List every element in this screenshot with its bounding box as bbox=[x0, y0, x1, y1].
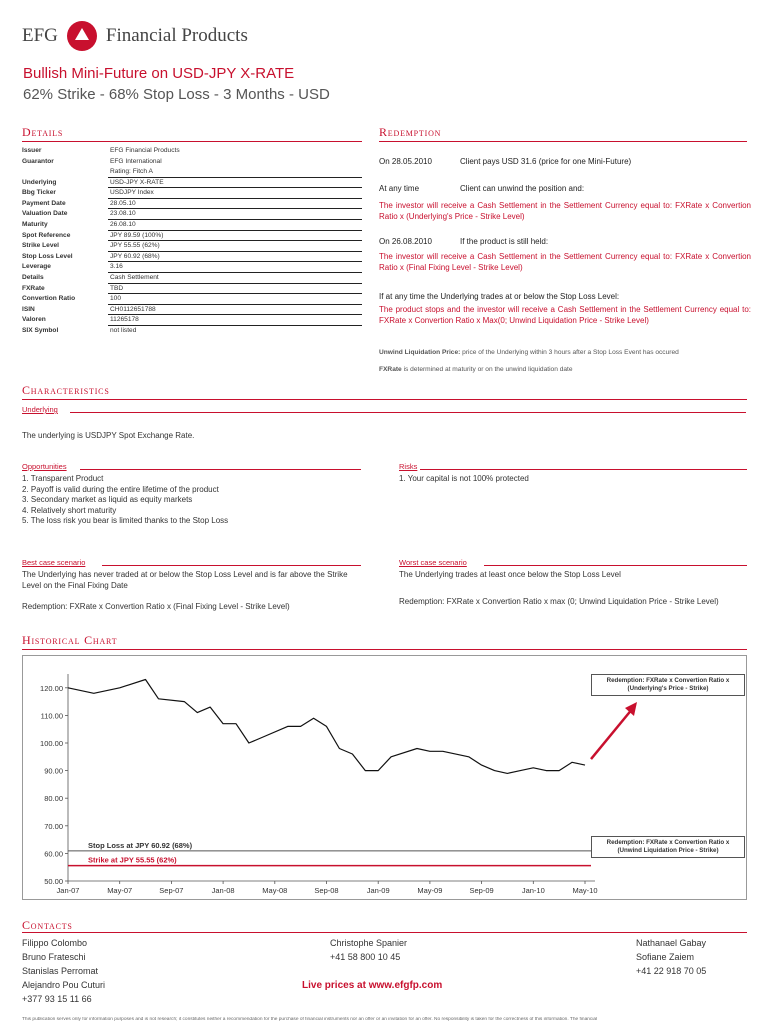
details-label: FXRate bbox=[22, 284, 45, 292]
opportunities-rule bbox=[80, 469, 361, 470]
details-label: Convertion Ratio bbox=[22, 295, 76, 303]
details-row bbox=[22, 146, 362, 157]
x-tick-label: Sep-09 bbox=[469, 886, 494, 895]
redemption-para-unwind: The investor will receive a Cash Settlement in the Settlement Currency equal to: FXRate x Convertion Ratio x (Underlying's Price - Strike Level) bbox=[379, 201, 751, 221]
x-tick-label: Jan-09 bbox=[366, 886, 390, 895]
contact-line: Bruno Frateschi bbox=[22, 952, 86, 962]
details-label: Guarantor bbox=[22, 157, 54, 165]
best-case-label: Best case scenario bbox=[22, 558, 86, 567]
payment-text: Client pays USD 31.6 (price for one Mini-Future) bbox=[460, 157, 632, 166]
details-table bbox=[22, 146, 362, 337]
contact-line: Sofiane Zaiem bbox=[636, 952, 695, 962]
historical-chart bbox=[22, 655, 747, 900]
details-value: 28.05.10 bbox=[108, 199, 362, 210]
details-value: JPY 60.92 (68%) bbox=[108, 252, 362, 263]
contacts-col3 bbox=[636, 936, 706, 978]
contacts-heading: Contacts bbox=[22, 918, 73, 932]
strike-label: Strike at JPY 55.55 (62%) bbox=[88, 855, 177, 865]
note-fxrate-label: FXRate bbox=[379, 366, 402, 373]
details-row bbox=[22, 284, 362, 295]
details-value: JPY 89.59 (100%) bbox=[108, 231, 362, 242]
x-tick-label: May-08 bbox=[262, 886, 288, 895]
opportunity-item: 2. Payoff is valid during the entire lifetime of the product bbox=[22, 484, 219, 494]
annotation-bottom: Redemption: FXRate x Convertion Ratio x (Unwind Liquidation Price - Strike) bbox=[591, 836, 745, 858]
redemption-para-stoploss: The product stops and the investor will receive a Cash Settlement in the Settlement Currency equal to: FXRate x Convertion Ratio x Max(0; Unwind Liquidation Price - Strike Level) bbox=[379, 305, 751, 325]
details-row bbox=[22, 273, 362, 284]
worst-case-rule bbox=[484, 565, 747, 566]
brand-left: EFG bbox=[22, 25, 58, 46]
details-label: Strike Level bbox=[22, 242, 60, 250]
opportunity-item: 3. Secondary market as liquid as equity markets bbox=[22, 495, 193, 505]
details-row bbox=[22, 262, 362, 273]
annotation-top: Redemption: FXRate x Convertion Ratio x (Underlying's Price - Strike) bbox=[591, 674, 745, 696]
price-series-line bbox=[68, 680, 585, 774]
characteristics-rule bbox=[22, 399, 747, 400]
details-label: Issuer bbox=[22, 147, 42, 154]
note-unwind bbox=[379, 349, 679, 356]
details-label: Details bbox=[22, 273, 44, 281]
anytime-text: At any time bbox=[379, 184, 420, 193]
details-row bbox=[22, 326, 362, 337]
brand-right: Financial Products bbox=[105, 25, 248, 46]
opportunity-item: 4. Relatively short maturity bbox=[22, 505, 117, 515]
opportunity-item: 5. The loss risk you bear is limited thanks to the Stop Loss bbox=[22, 516, 229, 526]
details-row bbox=[22, 199, 362, 210]
x-tick-label: Sep-08 bbox=[314, 886, 339, 895]
product-subtitle: 62% Strike - 68% Stop Loss - 3 Months - USD bbox=[23, 86, 330, 103]
x-tick-label: May-07 bbox=[107, 886, 133, 895]
details-value: EFG International Rating: Fitch A bbox=[108, 157, 362, 178]
note-fxrate bbox=[379, 366, 573, 373]
y-tick-label: 50.00 bbox=[44, 877, 63, 886]
details-row bbox=[22, 305, 362, 316]
contact-line: Nathanael Gabay bbox=[636, 938, 707, 948]
redemption-line-payment bbox=[379, 157, 632, 166]
worst-case-label: Worst case scenario bbox=[399, 558, 467, 567]
underlying-label: Underlying bbox=[22, 405, 58, 414]
y-tick-label: 70.00 bbox=[44, 821, 63, 831]
underlying-rule bbox=[70, 412, 746, 413]
details-label: Valuation Date bbox=[22, 210, 68, 218]
x-tick-label: May-10 bbox=[572, 886, 598, 895]
contacts-col1 bbox=[22, 936, 105, 1006]
contact-line: Stanislas Perromat bbox=[22, 966, 99, 976]
redemption-line-stoploss: If at any time the Underlying trades at or below the Stop Loss Level: bbox=[379, 292, 620, 301]
x-tick-label: Jan-07 bbox=[56, 886, 80, 895]
risk-item: 1. Your capital is not 100% protected bbox=[399, 474, 529, 483]
y-tick-label: 120.00 bbox=[40, 683, 63, 693]
x-tick-label: May-09 bbox=[417, 886, 443, 895]
y-tick-label: 60.00 bbox=[44, 849, 63, 859]
anytime-desc: Client can unwind the position and: bbox=[460, 184, 585, 193]
efg-logo-icon bbox=[67, 21, 97, 51]
stop-loss-label: Stop Loss at JPY 60.92 (68%) bbox=[88, 840, 193, 850]
contacts-rule bbox=[22, 932, 747, 933]
redemption-line-anytime bbox=[379, 184, 585, 193]
disclaimer: This publication serves only for information purposes and is not research; it constitutes neither a recommendation for the purchase of financial instruments nor an offer or an invitation for an offer. No responsibility is taken for the correctness of this information. The financial bbox=[22, 1017, 598, 1022]
x-tick-label: Jan-08 bbox=[211, 886, 235, 895]
best-case-redemption: Redemption: FXRate x Convertion Ratio x (Final Fixing Level - Strike Level) bbox=[22, 602, 290, 611]
details-row bbox=[22, 220, 362, 231]
contact-line: +41 22 918 70 05 bbox=[636, 966, 707, 976]
details-row bbox=[22, 294, 362, 305]
redemption-block bbox=[379, 157, 751, 377]
details-label: Stop Loss Level bbox=[22, 252, 73, 260]
details-row bbox=[22, 209, 362, 220]
contact-line: Alejandro Pou Cuturi bbox=[22, 980, 106, 990]
note-unwind-text: price of the Underlying within 3 hours after a Stop Loss Event has occured bbox=[462, 349, 679, 356]
redemption-para-maturity: The investor will receive a Cash Settlement in the Settlement Currency equal to: FXRate x Convertion Ratio x (Final Fixing Level - Strike Level) bbox=[379, 252, 751, 272]
contact-line: +377 93 15 11 66 bbox=[22, 994, 92, 1004]
underlying-text: The underlying is USDJPY Spot Exchange Rate. bbox=[22, 431, 195, 440]
chart-heading: Historical Chart bbox=[22, 633, 118, 647]
redemption-arrow bbox=[591, 708, 633, 759]
details-label: Underlying bbox=[22, 178, 57, 186]
y-tick-label: 100.00 bbox=[40, 739, 63, 748]
details-value: 23.08.10 bbox=[108, 209, 362, 220]
details-row bbox=[22, 231, 362, 242]
worst-case-text: The Underlying trades at least once below the Stop Loss Level bbox=[399, 570, 621, 579]
details-value: 3.16 bbox=[108, 262, 362, 273]
brand-logo bbox=[22, 18, 248, 54]
details-row bbox=[22, 157, 362, 178]
maturity-desc: If the product is still held: bbox=[460, 237, 549, 246]
y-tick-label: 90.00 bbox=[44, 766, 63, 776]
details-value: USDJPY Index bbox=[108, 188, 362, 199]
risks-list bbox=[399, 474, 744, 485]
details-rule bbox=[22, 141, 362, 142]
best-case-rule bbox=[102, 565, 361, 566]
details-row bbox=[22, 178, 362, 189]
details-value: USD-JPY X-RATE bbox=[108, 178, 362, 189]
details-heading: Details bbox=[22, 125, 64, 139]
product-title: Bullish Mini-Future on USD-JPY X-RATE bbox=[23, 65, 295, 82]
details-value: not listed bbox=[110, 326, 137, 334]
details-label: Spot Reference bbox=[22, 231, 71, 239]
maturity-date-text: On 26.08.2010 bbox=[379, 237, 432, 246]
contact-line: +41 58 800 10 45 bbox=[330, 952, 401, 962]
details-value: CH0112651788 bbox=[108, 305, 362, 316]
x-tick-label: Jan-10 bbox=[521, 886, 545, 895]
x-tick-label: Sep-07 bbox=[159, 886, 184, 895]
details-label: Payment Date bbox=[22, 199, 66, 207]
opportunity-item: 1. Transparent Product bbox=[22, 474, 104, 483]
live-prices-link[interactable]: Live prices at www.efgfp.com bbox=[302, 980, 443, 991]
details-value: TBD bbox=[108, 284, 362, 295]
details-label: Bbg Ticker bbox=[22, 189, 56, 197]
details-value: 100 bbox=[108, 294, 362, 305]
details-row bbox=[22, 241, 362, 252]
redemption-heading: Redemption bbox=[379, 125, 442, 139]
details-label: ISIN bbox=[22, 305, 35, 313]
details-value: 26.08.10 bbox=[108, 220, 362, 231]
details-label: Valoren bbox=[22, 316, 46, 324]
details-label: Leverage bbox=[22, 263, 51, 271]
redemption-rule bbox=[379, 141, 747, 142]
payment-date-text: On 28.05.2010 bbox=[379, 157, 432, 166]
redemption-line-maturity bbox=[379, 237, 549, 246]
details-row bbox=[22, 315, 362, 326]
chart-rule bbox=[22, 649, 747, 650]
contact-line: Filippo Colombo bbox=[22, 938, 88, 948]
best-case-text: The Underlying has never traded at or below the Stop Loss Level and is far above the Strike Level on the Final Fixing Date bbox=[22, 570, 348, 590]
details-label: SIX Symbol bbox=[22, 326, 59, 334]
details-row bbox=[22, 188, 362, 199]
note-fxrate-text: is determined at maturity or on the unwind liquidation date bbox=[403, 366, 573, 373]
details-label: Maturity bbox=[22, 220, 48, 228]
note-unwind-label: Unwind Liquidation Price: bbox=[379, 349, 461, 356]
details-value: 11265178 bbox=[108, 315, 362, 326]
details-row bbox=[22, 252, 362, 263]
opportunities-list bbox=[22, 474, 367, 527]
details-value: Cash Settlement bbox=[108, 273, 362, 284]
opportunities-label: Opportunities bbox=[22, 462, 67, 471]
characteristics-heading: Characteristics bbox=[22, 383, 110, 397]
contacts-col2 bbox=[330, 936, 407, 964]
details-value: EFG Financial Products bbox=[110, 147, 180, 154]
risks-label: Risks bbox=[399, 462, 418, 471]
y-tick-label: 110.00 bbox=[40, 711, 63, 721]
risks-rule bbox=[420, 469, 747, 470]
details-value: JPY 55.55 (62%) bbox=[108, 241, 362, 252]
worst-case-redemption: Redemption: FXRate x Convertion Ratio x max (0; Unwind Liquidation Price - Strike Level) bbox=[399, 597, 719, 606]
contact-line: Christophe Spanier bbox=[330, 938, 408, 948]
y-tick-label: 80.00 bbox=[44, 794, 63, 804]
